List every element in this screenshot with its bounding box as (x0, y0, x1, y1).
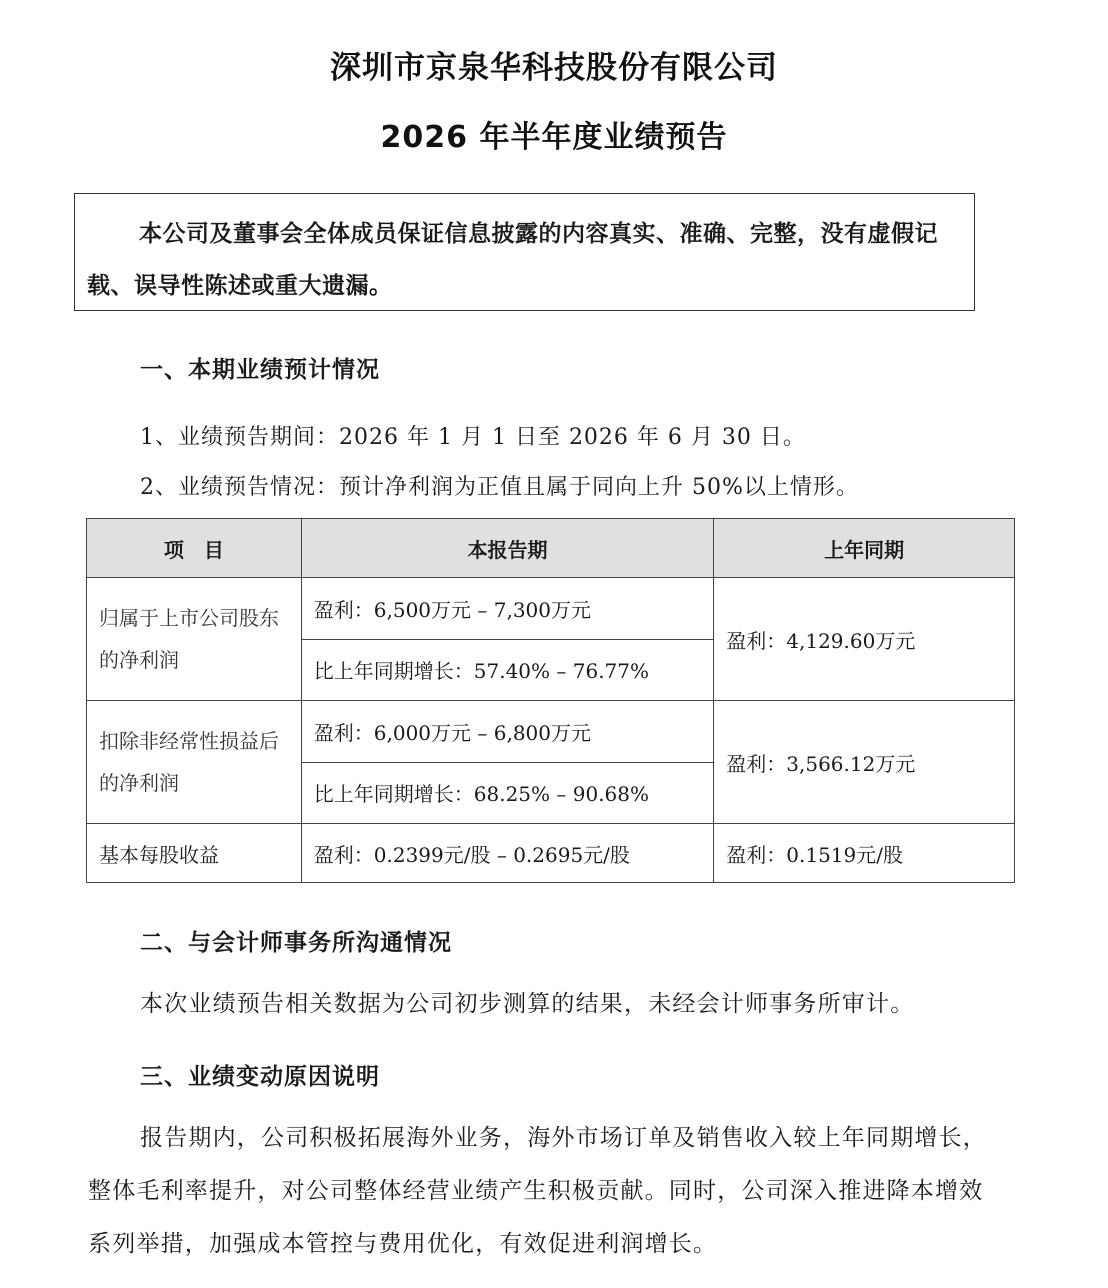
cell-net-profit-current: 盈利：6,500万元 – 7,300万元 (301, 578, 714, 640)
row-label-net-profit: 归属于上市公司股东的净利润 (87, 578, 302, 701)
table-header-row (87, 519, 1015, 578)
forecast-period: 1、业绩预告期间：2026 年 1 月 1 日至 2026 年 6 月 30 日。 (140, 425, 806, 450)
table-row (87, 824, 1015, 883)
cell-eps-current: 盈利：0.2399元/股 – 0.2695元/股 (301, 824, 714, 883)
cell-net-profit-prior: 盈利：4,129.60万元 (714, 578, 1015, 701)
section1-heading: 一、本期业绩预计情况 (140, 357, 380, 383)
header-prior-period: 上年同期 (714, 519, 1015, 578)
table-row (87, 578, 1015, 640)
performance-table (86, 518, 1015, 883)
cell-deducted-growth: 比上年同期增长：68.25% – 90.68% (301, 762, 714, 824)
forecast-situation: 2、业绩预告情况：预计净利润为正值且属于同向上升 50%以上情形。 (140, 475, 859, 500)
report-title: 2026 年半年度业绩预告 (380, 120, 728, 155)
section2-heading: 二、与会计师事务所沟通情况 (140, 930, 452, 956)
cell-eps-prior: 盈利：0.1519元/股 (714, 824, 1015, 883)
row-label-eps: 基本每股收益 (87, 824, 302, 883)
disclosure-notice: 本公司及董事会全体成员保证信息披露的内容真实、准确、完整，没有虚假记载、误导性陈述或重大遗漏。 (74, 193, 975, 311)
section3-text: 报告期内，公司积极拓展海外业务，海外市场订单及销售收入较上年同期增长，整体毛利率提升，对公司整体经营业绩产生积极贡献。同时，公司深入推进降本增效系列举措，加强成本管控与费用优化，有效促进利润增长。 (88, 1125, 987, 1257)
header-current-period: 本报告期 (301, 519, 714, 578)
row-label-deducted-profit: 扣除非经常性损益后的净利润 (87, 701, 302, 824)
table-row (87, 701, 1015, 763)
section2-text: 本次业绩预告相关数据为公司初步测算的结果，未经会计师事务所审计。 (140, 991, 915, 1017)
cell-net-profit-growth: 比上年同期增长：57.40% – 76.77% (301, 639, 714, 701)
header-item: 项 目 (87, 519, 302, 578)
cell-deducted-current: 盈利：6,000万元 – 6,800万元 (301, 701, 714, 763)
section3-heading: 三、业绩变动原因说明 (140, 1064, 380, 1090)
company-name: 深圳市京泉华科技股份有限公司 (330, 50, 778, 86)
cell-deducted-prior: 盈利：3,566.12万元 (714, 701, 1015, 824)
